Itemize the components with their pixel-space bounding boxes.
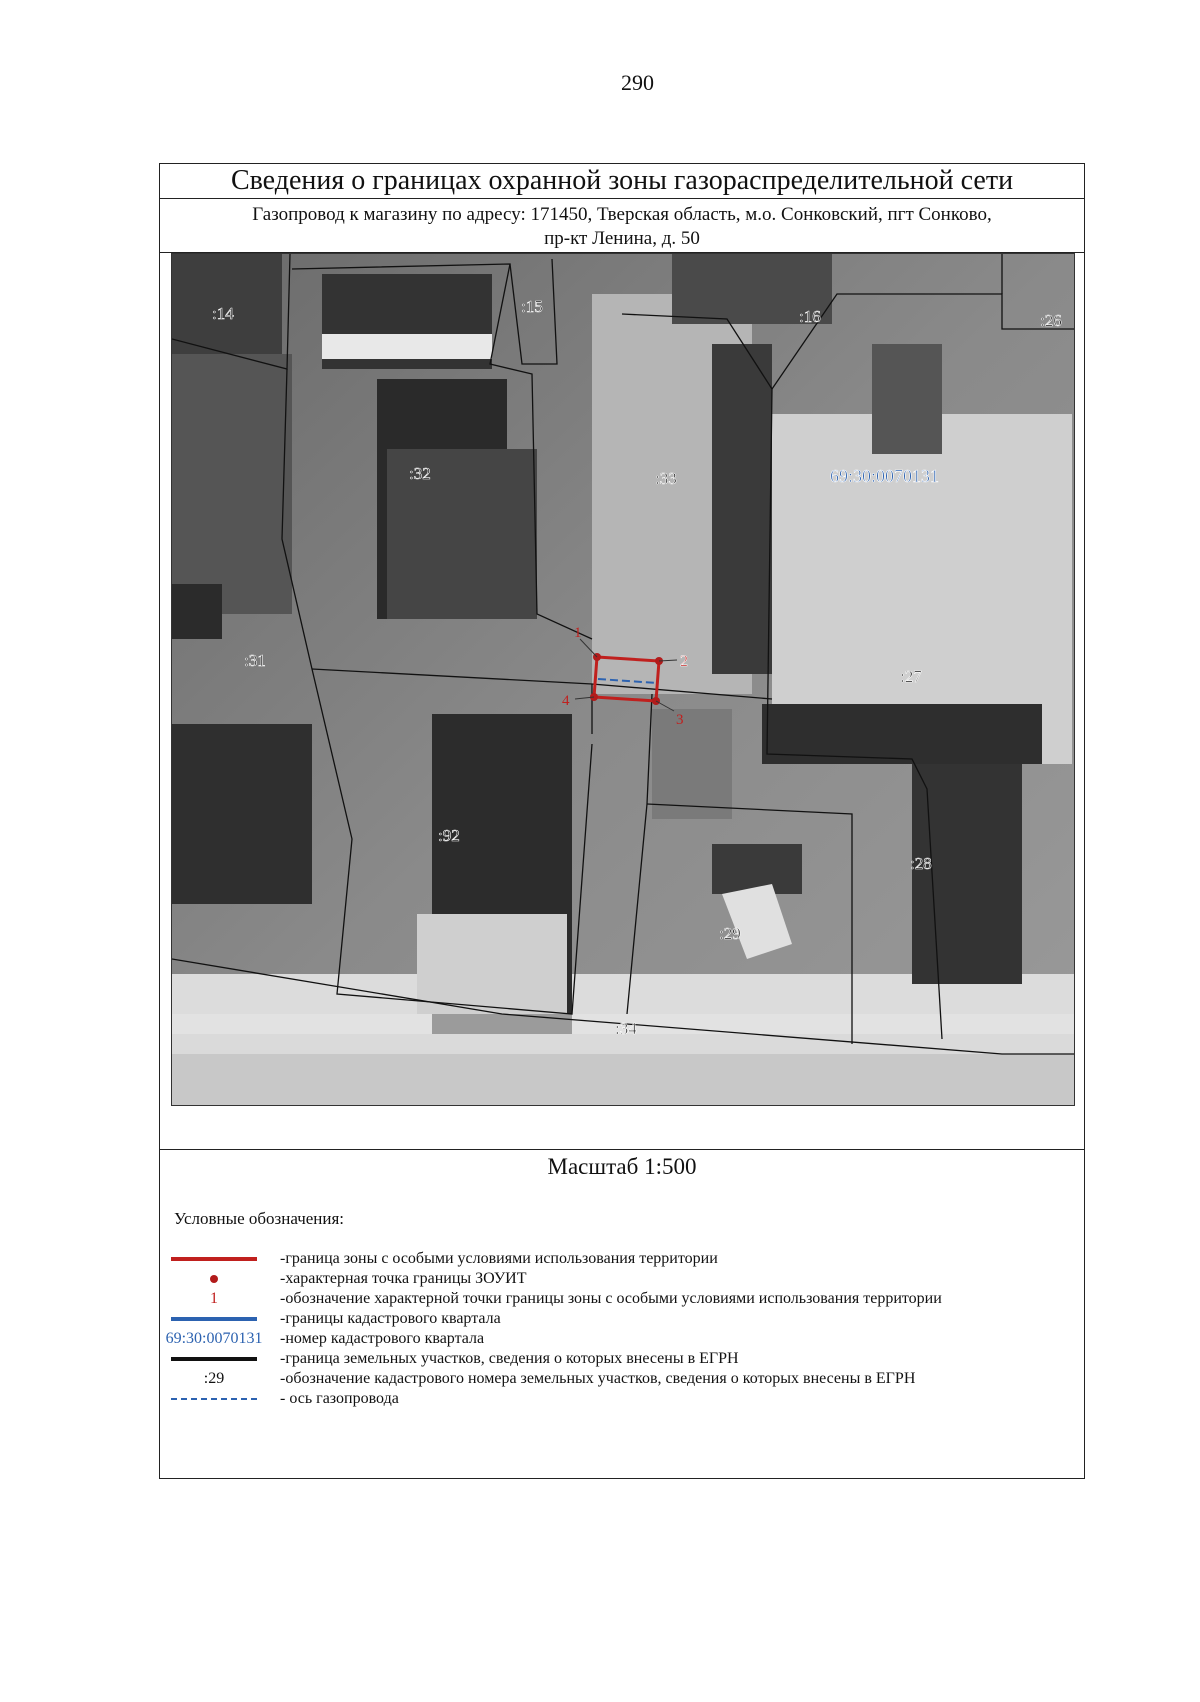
parcel-label-32: :32 [409, 464, 431, 483]
zone-point-3-label: 3 [676, 712, 684, 728]
legend [165, 1249, 1070, 1409]
map-sheet-frame [159, 163, 1085, 1479]
parcel-label-29: :29 [719, 924, 741, 943]
parcel-label-31: :31 [244, 651, 266, 670]
building-roof [912, 764, 1022, 984]
parcel-boundary-symbol [171, 1357, 257, 1361]
legend-text: -границы кадастрового квартала [280, 1310, 501, 1327]
parcel-number-symbol: :29 [203, 1370, 225, 1387]
parcel-label-92: :92 [438, 826, 460, 845]
legend-text: -граница зоны с особыми условиями использования территории [280, 1250, 718, 1267]
subtitle-line-1: Газопровод к магазину по адресу: 171450, Тверская область, м.о. Сонковский, пгт Сонково, [252, 204, 992, 225]
zone-point-2-label: 2 [680, 653, 688, 670]
pipeline-axis-symbol [171, 1398, 257, 1400]
legend-text: -номер кадастрового квартала [280, 1330, 485, 1347]
map-section-divider [160, 1149, 1084, 1150]
building-roof-light [417, 914, 567, 1014]
legend-row [170, 1389, 1070, 1409]
sheet-subtitle [160, 200, 1084, 253]
zone-point-symbol [210, 1275, 218, 1283]
parked-car [872, 344, 942, 454]
legend-text: - ось газопровода [280, 1390, 399, 1407]
legend-row [170, 1249, 1070, 1269]
sheet-title: Сведения о границах охранной зоны газораспределительной сети [160, 164, 1084, 199]
legend-text: -обозначение характерной точки границы зоны с особыми условиями использования территории [280, 1290, 942, 1307]
building-roof [712, 844, 802, 894]
zone-boundary-symbol [171, 1257, 257, 1261]
legend-text: -обозначение кадастрового номера земельных участков, сведения о которых внесены в ЕГРН [280, 1370, 916, 1387]
parcel-label-33: :33 [655, 469, 677, 488]
parcel-label-16: :16 [799, 307, 821, 326]
zone-point-4-label: 4 [562, 693, 570, 709]
page-number: 290 [621, 70, 654, 95]
parcel-label-27: :27 [900, 667, 922, 686]
building-roof [172, 724, 312, 904]
cadastral-quarter-label: 69:30:0070131 [830, 466, 940, 486]
parcel-label-34: :34 [615, 1019, 637, 1038]
quarter-boundary-symbol [171, 1317, 257, 1321]
quarter-number-symbol: 69:30:0070131 [165, 1330, 263, 1347]
legend-row [170, 1309, 1070, 1329]
map-scale: Масштаб 1:500 [547, 1154, 697, 1179]
shed-roof [652, 709, 732, 819]
aerial-map [171, 253, 1075, 1106]
legend-row [170, 1349, 1070, 1369]
legend-row [170, 1269, 1070, 1289]
parcel-label-15: :15 [521, 297, 543, 316]
zone-point-1-label: 1 [574, 625, 582, 641]
map-svg [172, 254, 1075, 1106]
parcel-label-14: :14 [212, 304, 234, 323]
legend-text: -граница земельных участков, сведения о которых внесены в ЕГРН [280, 1350, 739, 1367]
building-roof-light [322, 334, 492, 359]
yard-area [172, 354, 292, 614]
zone-point-number-symbol: 1 [210, 1290, 218, 1307]
legend-row [170, 1369, 1070, 1389]
parcel-label-26: :26 [1040, 311, 1062, 330]
legend-row [165, 1329, 1070, 1349]
dark-hedge [712, 344, 772, 674]
parcel-label-28: :28 [910, 854, 932, 873]
legend-text: -характерная точка границы ЗОУИТ [280, 1270, 527, 1287]
building-roof [172, 584, 222, 639]
subtitle-line-2: пр-кт Ленина, д. 50 [544, 228, 700, 249]
legend-row [170, 1289, 1070, 1309]
legend-title: Условные обозначения: [174, 1209, 345, 1228]
